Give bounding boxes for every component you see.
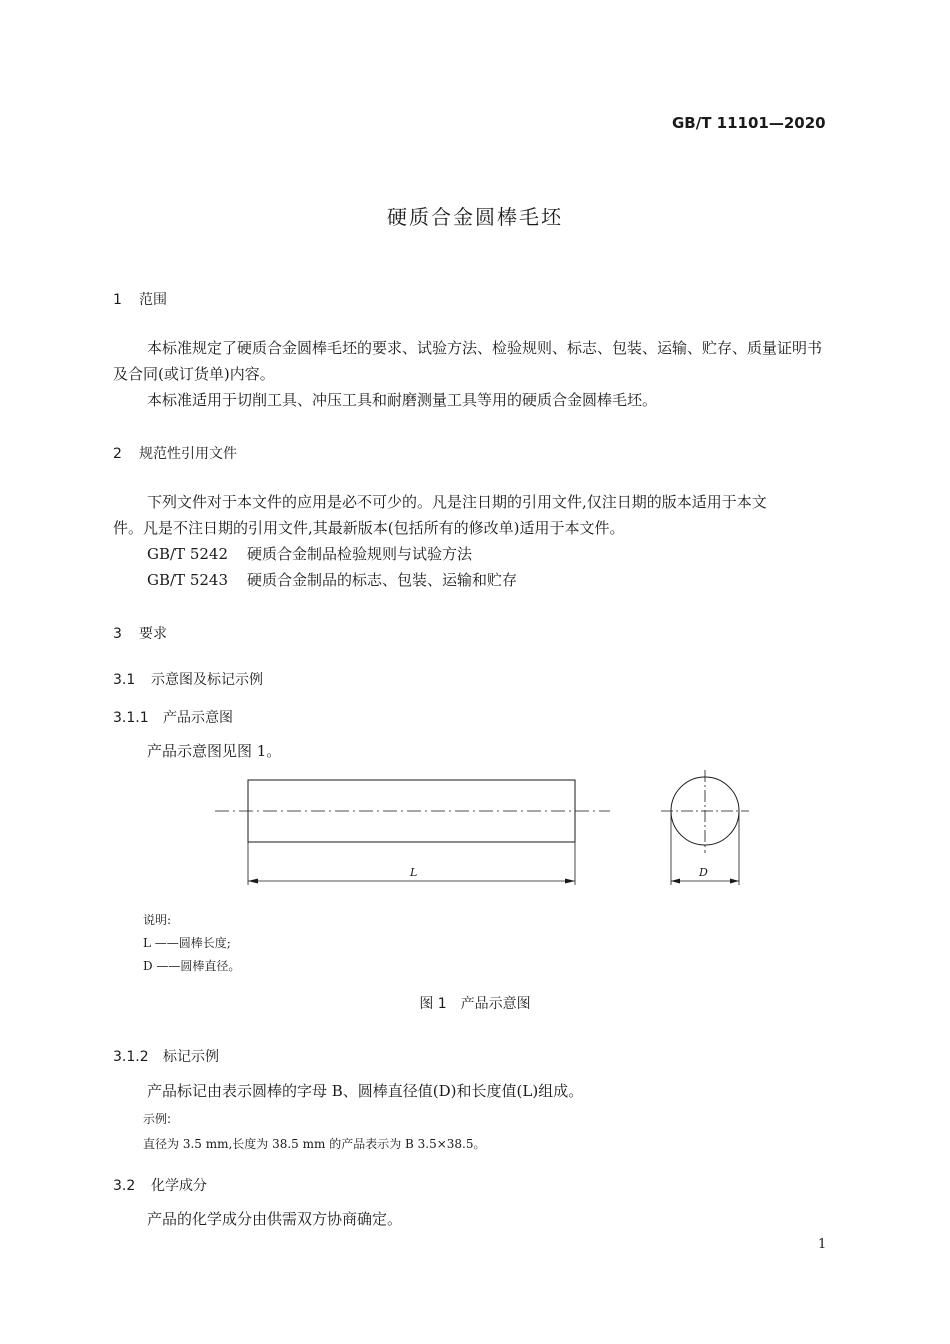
- section-3-2-heading: [113, 1175, 207, 1195]
- section-title: 规范性引用文件: [139, 446, 237, 462]
- document-title: 硬质合金圆棒毛坯: [387, 205, 563, 229]
- arrow-left-icon: [248, 879, 258, 884]
- section-2-paragraph-line-2: 件。凡是不注日期的引用文件,其最新版本(包括所有的修改单)适用于本文件。: [113, 519, 625, 537]
- section-3-1-heading: [113, 669, 263, 689]
- reference-code: GB/T 5243: [147, 571, 229, 589]
- section-1-paragraph-1-line-2: 及合同(或订货单)内容。: [113, 365, 275, 383]
- section-3-2-text: 产品的化学成分由供需双方协商确定。: [147, 1210, 403, 1228]
- section-title: 产品示意图: [163, 710, 233, 726]
- section-1-paragraph-1-line-1: 本标准规定了硬质合金圆棒毛坯的要求、试验方法、检验规则、标志、包装、运输、贮存、质量证明书: [147, 339, 823, 357]
- section-title: 化学成分: [151, 1178, 207, 1194]
- section-title: 范围: [139, 292, 167, 308]
- reference-item: [147, 567, 517, 593]
- section-number: 2: [113, 446, 122, 462]
- reference-item: [147, 541, 472, 567]
- diameter-label: D: [699, 866, 708, 879]
- section-title: 要求: [139, 626, 167, 642]
- section-3-1-1-heading: [113, 707, 233, 727]
- standard-code: GB/T 11101—2020: [672, 114, 826, 132]
- section-title: 示意图及标记示例: [151, 672, 263, 688]
- section-number: 3: [113, 626, 122, 642]
- arrow-right-icon: [730, 879, 739, 884]
- reference-title: 硬质合金制品的标志、包装、运输和贮存: [247, 571, 518, 589]
- section-1-heading: [113, 289, 167, 309]
- legend-item-diameter: D ——圆棒直径。: [143, 959, 241, 973]
- page-number: 1: [818, 1237, 827, 1252]
- section-number: 3.1.2: [113, 1049, 149, 1065]
- product-diagram: [200, 765, 760, 890]
- arrow-left-icon: [671, 879, 680, 884]
- section-1-paragraph-2: 本标准适用于切削工具、冲压工具和耐磨测量工具等用的硬质合金圆棒毛坯。: [147, 391, 658, 409]
- section-2-heading: [113, 443, 237, 463]
- legend-title: 说明:: [143, 913, 172, 927]
- section-3-heading: [113, 623, 167, 643]
- section-number: 3.1: [113, 672, 136, 688]
- section-3-1-2-heading: [113, 1046, 219, 1066]
- arrow-right-icon: [565, 879, 575, 884]
- section-2-paragraph-line-1: 下列文件对于本文件的应用是必不可少的。凡是注日期的引用文件,仅注日期的版本适用于本文: [147, 493, 767, 511]
- example-text: 直径为 3.5 mm,长度为 38.5 mm 的产品表示为 B 3.5×38.5。: [143, 1137, 486, 1151]
- section-number: 1: [113, 292, 122, 308]
- figure-caption: 图 1 产品示意图: [419, 996, 531, 1012]
- reference-title: 硬质合金制品检验规则与试验方法: [247, 545, 473, 563]
- reference-code: GB/T 5242: [147, 545, 229, 563]
- section-number: 3.1.1: [113, 710, 149, 726]
- legend-item-length: L ——圆棒长度;: [143, 936, 231, 950]
- example-label: 示例:: [143, 1112, 172, 1126]
- length-label: L: [410, 866, 418, 879]
- section-title: 标记示例: [163, 1049, 219, 1065]
- section-number: 3.2: [113, 1178, 136, 1194]
- section-3-1-2-text: 产品标记由表示圆棒的字母 B、圆棒直径值(D)和长度值(L)组成。: [147, 1082, 584, 1100]
- section-3-1-1-text: 产品示意图见图 1。: [147, 742, 282, 760]
